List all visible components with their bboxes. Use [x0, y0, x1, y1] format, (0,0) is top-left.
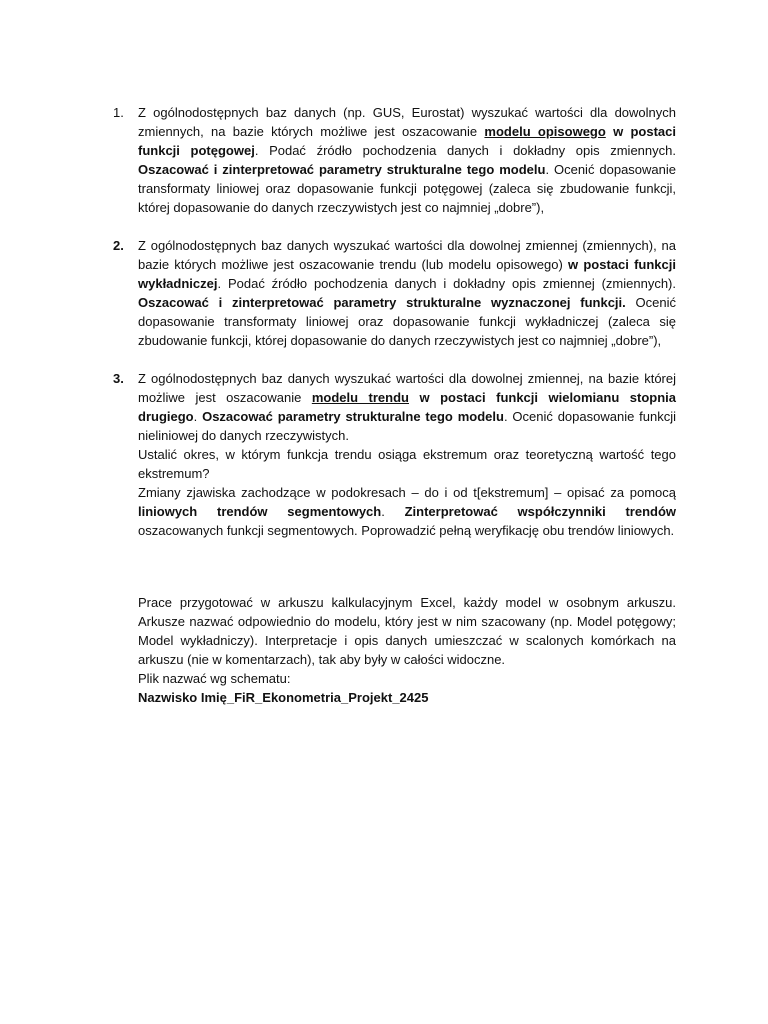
- task-item-3: [113, 369, 676, 540]
- emphasis-text: w postaci funkcji potęgowej: [138, 124, 676, 158]
- text-run: .: [193, 409, 203, 424]
- text-run: oszacowanych funkcji segmentowych. Poprowadzić pełną weryfikację obu trendów liniowych.: [138, 523, 675, 538]
- text-run: Z ogólnodostępnych baz danych wyszukać wartości dla dowolnej zmiennej (zmiennych), na bazie których możliwe jest oszacowanie trendu (lub modelu opisowego): [138, 238, 676, 272]
- task-number: 3.: [113, 371, 124, 386]
- task-item-2: [113, 236, 676, 350]
- task-paragraph: [138, 369, 676, 445]
- emphasis-text: modelu opisowego: [484, 124, 606, 139]
- file-naming-schema: Nazwisko Imię_FiR_Ekonometria_Projekt_2425: [138, 690, 429, 705]
- task-number: 2.: [113, 238, 124, 253]
- text-run: . Podać źródło pochodzenia danych i dokładny opis zmiennej (zmiennych).: [217, 276, 676, 291]
- task-paragraph: [138, 445, 676, 483]
- emphasis-text: Oszacować i zinterpretować parametry strukturalne wyznaczonej funkcji.: [138, 295, 626, 310]
- text-run: .: [381, 504, 405, 519]
- task-paragraph: [138, 483, 676, 540]
- emphasis-text: modelu trendu: [311, 390, 409, 405]
- text-run: [409, 390, 420, 405]
- task-item-1: [113, 103, 676, 217]
- task-text: [138, 236, 676, 350]
- task-text: [138, 103, 676, 217]
- emphasis-text: w postaci funkcji wykładniczej: [138, 257, 676, 291]
- submission-instructions: [138, 593, 676, 707]
- text-run: Zmiany zjawiska zachodzące w podokresach – do i od t[ekstremum] – opisać za pomocą: [138, 485, 676, 500]
- text-run: Ocenić dopasowanie transformaty liniowej oraz dopasowanie funkcji wykładniczej (zaleca się zbudowanie funkcji, której dopasowanie do danych rzeczywistych jest co najmniej „dobre”),: [138, 295, 676, 348]
- text-run: . Podać źródło pochodzenia danych i dokładny opis zmiennych.: [254, 143, 676, 158]
- emphasis-text: liniowych trendów segmentowych: [138, 504, 382, 519]
- text-run: Ustalić okres, w którym funkcja trendu osiąga ekstremum oraz teoretyczną wartość tego ekstremum?: [138, 447, 676, 481]
- task-text: [138, 369, 676, 540]
- task-paragraph: [138, 103, 676, 217]
- emphasis-text: w postaci funkcji wielomianu stopnia drugiego: [138, 390, 676, 424]
- text-run: Z ogólnodostępnych baz danych (np. GUS, Eurostat) wyszukać wartości dla dowolnych zmiennych, na bazie których możliwe jest oszacowanie: [138, 105, 676, 139]
- task-paragraph: [138, 236, 676, 350]
- task-number: 1.: [113, 105, 124, 120]
- emphasis-text: Zinterpretować współczynniki trendów: [404, 504, 677, 519]
- emphasis-text: Oszacować parametry strukturalne tego modelu: [202, 409, 504, 424]
- instructions-paragraph: Prace przygotować w arkuszu kalkulacyjnym Excel, każdy model w osobnym arkuszu. Arkusze nazwać odpowiednio do modelu, który jest w nim szacowany (np. Model potęgowy; Model wykładniczy). Interpretacje i opis danych umieszczać w scalonych komórkach na arkuszu (nie w komentarzach), tak aby były w całości widoczne.: [138, 595, 676, 667]
- text-run: . Ocenić dopasowanie funkcji nieliniowej do danych rzeczywistych.: [138, 409, 677, 443]
- text-run: [606, 124, 613, 139]
- task-list: [113, 103, 676, 559]
- text-run: . Ocenić dopasowanie transformaty liniowej oraz dopasowanie funkcji potęgowej (zaleca się zbudowanie funkcji, której dopasowanie do danych rzeczywistych jest co najmniej „dobre”),: [138, 162, 676, 215]
- emphasis-text: Oszacować i zinterpretować parametry strukturalne tego modelu: [138, 162, 546, 177]
- text-run: Z ogólnodostępnych baz danych wyszukać wartości dla dowolnej zmiennej, na bazie której możliwe jest oszacowanie: [138, 371, 676, 405]
- naming-label: Plik nazwać wg schematu:: [138, 671, 291, 686]
